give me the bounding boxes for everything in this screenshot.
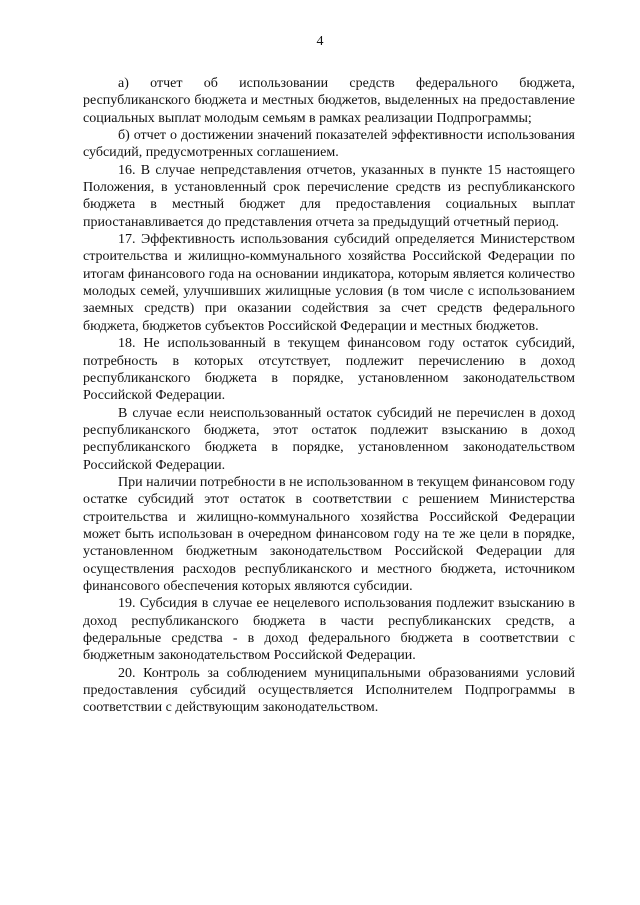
page-number: 4	[316, 34, 324, 49]
paragraph-18-unspent-balance: В случае если неиспользованный остаток субсидий не перечислен в доход республиканского бюджета, этот остаток подлежит взысканию в доход республиканского бюджета в порядке, установленном законодательством Российской Федерации.	[83, 405, 575, 473]
paragraph-19: 19. Субсидия в случае ее нецелевого использования подлежит взысканию в доход республиканского бюджета в части республиканских средств, а федеральные средства - в доход федерального бюджета в соответствии с бюджетным законодательством Российской Федерации.	[83, 596, 575, 664]
paragraph-subitem-b: б) отчет о достижении значений показателей эффективности использования субсидий, предусмотренных соглашением.	[83, 128, 575, 161]
paragraph-17: 17. Эффективность использования субсидий определяется Министерством строительства и жилищно-коммунального хозяйства Российской Федерации по итогам финансового года на основании индикатора, которым является количество молодых семей, улучшивших жилищные условия (в том числе с использованием заемных средств) при оказании содействия за счет средств федерального бюджета, бюджетов субъектов Российской Федерации и местных бюджетов.	[83, 232, 575, 334]
paragraph-18: 18. Не использованный в текущем финансовом году остаток субсидий, потребность в которых отсутствует, подлежит перечислению в доход республиканского бюджета в порядке, установленном законодательством Российской Федерации.	[83, 336, 575, 404]
paragraph-18-balance-reuse: При наличии потребности в не использованном в текущем финансовом году остатке субсидий этот остаток в соответствии с решением Министерства строительства и жилищно-коммунального хозяйства Российской Федерации может быть использован в очередном финансовом году на те же цели в порядке, установленном бюджетным законодательством Российской Федерации для осуществления расходов республиканского и местного бюджета, источником финансового обеспечения которых являются субсидии.	[83, 474, 575, 594]
paragraph-16: 16. В случае непредставления отчетов, указанных в пункте 15 настоящего Положения, в установленный срок перечисление средств из республиканского бюджета в местный бюджет для предоставления социальных выплат приостанавливается до представления отчета за предыдущий отчетный период.	[83, 162, 575, 230]
paragraph-20: 20. Контроль за соблюдением муниципальными образованиями условий предоставления субсидий осуществляется Исполнителем Подпрограммы в соответствии с действующим законодательством.	[83, 665, 575, 716]
document-body	[83, 75, 575, 717]
paragraph-subitem-a: а) отчет об использовании средств федерального бюджета, республиканского бюджета и местных бюджетов, выделенных на предоставление социальных выплат молодым семьям в рамках реализации Подпрограммы;	[83, 76, 575, 126]
